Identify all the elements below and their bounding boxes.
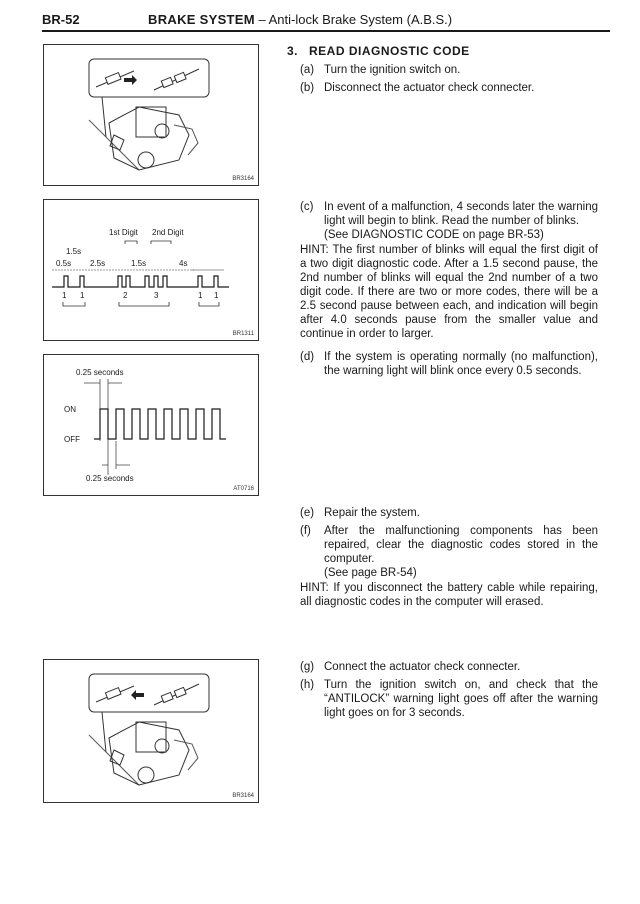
label-top-025s: 0.25 seconds xyxy=(76,368,124,377)
step-label: (f) xyxy=(300,525,311,537)
count-1d: 1 xyxy=(214,291,219,300)
page-header-title xyxy=(148,12,452,27)
page-number: BR-52 xyxy=(42,12,80,27)
arrow-left-icon xyxy=(131,690,144,700)
header-section: BRAKE SYSTEM xyxy=(148,12,255,27)
step-g xyxy=(300,660,598,674)
blink-code-diagram xyxy=(44,200,258,340)
step-text: After the malfunctioning components has been repaired, clear the diagnostic codes stored in the computer. xyxy=(324,525,598,565)
section-heading xyxy=(287,44,470,58)
normal-blink-diagram xyxy=(44,355,258,495)
label-off: OFF xyxy=(64,435,80,444)
header-subsection: – Anti-lock Brake System (A.B.S.) xyxy=(254,12,453,27)
step-h xyxy=(300,678,598,720)
engine-connector-illustration xyxy=(44,45,258,185)
label-4s: 4s xyxy=(179,259,188,268)
step-a xyxy=(300,63,598,77)
step-label: (b) xyxy=(300,82,315,94)
label-2nd-digit: 2nd Digit xyxy=(152,228,184,237)
step-d xyxy=(300,350,598,378)
label-0-5s: 0.5s xyxy=(56,259,72,268)
step-text: Turn the ignition switch on. xyxy=(324,64,461,76)
figure-normal-blink xyxy=(43,354,259,496)
step-e xyxy=(300,506,598,520)
step-text: If the system is operating normally (no malfunction), the warning light will blink once every 0.5 seconds. xyxy=(324,351,598,377)
count-1a: 1 xyxy=(62,291,67,300)
count-1c: 1 xyxy=(198,291,203,300)
step-c xyxy=(300,200,598,242)
section-title: READ DIAGNOSTIC CODE xyxy=(309,44,470,58)
figure-disconnect-connector xyxy=(43,44,259,186)
figure-blink-code-pattern xyxy=(43,199,259,341)
figure-code: BR1311 xyxy=(232,331,254,337)
page-reference: (See page BR-54) xyxy=(324,567,417,579)
label-1-5s-top: 1.5s xyxy=(66,247,82,256)
figure-code: BR3164 xyxy=(232,176,254,182)
label-on: ON xyxy=(64,405,76,414)
step-text: Connect the actuator check connecter. xyxy=(324,661,521,673)
step-label: (c) xyxy=(300,201,314,213)
hint-battery-cable: HINT: If you disconnect the battery cable while repairing, all diagnostic codes in the computer will erased. xyxy=(300,582,598,608)
step-f xyxy=(300,524,598,580)
page-reference: (See DIAGNOSTIC CODE on page BR-53) xyxy=(324,229,544,241)
label-1st-digit: 1st Digit xyxy=(109,228,138,237)
step-text: Turn the ignition switch on, and check that the “ANTILOCK” warning light goes off after the warning light goes on for 3 seconds. xyxy=(324,679,598,719)
count-1b: 1 xyxy=(80,291,85,300)
label-1-5s: 1.5s xyxy=(131,259,147,268)
step-label: (a) xyxy=(300,64,315,76)
step-label: (h) xyxy=(300,679,315,691)
figure-code: BR3164 xyxy=(232,793,254,799)
engine-connector-illustration xyxy=(44,660,258,802)
label-bottom-025s: 0.25 seconds xyxy=(86,474,134,483)
arrow-right-icon xyxy=(124,75,137,85)
hint-diagnostic-code: HINT: The first number of blinks will equal the first digit of a two digit diagnostic code. After a 1.5 second pause, the 2nd number of blinks will equal the 2nd number of a two digit code. If there are two or more codes, there will be a 2.5 second pause between each, and indication will begin after 4.0 seconds pause from the smaller value and continue in order to larger. xyxy=(300,244,598,340)
header-rule xyxy=(42,30,610,32)
figure-connect-connector xyxy=(43,659,259,803)
step-text: Disconnect the actuator check connecter. xyxy=(324,82,535,94)
figure-code: AT0716 xyxy=(233,486,254,492)
step-text: In event of a malfunction, 4 seconds later the warning light will begin to blink. Read the number of blinks. xyxy=(324,201,598,227)
count-3: 3 xyxy=(154,291,159,300)
step-b xyxy=(300,81,598,95)
label-2-5s: 2.5s xyxy=(90,259,106,268)
step-text: Repair the system. xyxy=(324,507,420,519)
step-label: (e) xyxy=(300,507,315,519)
step-label: (d) xyxy=(300,351,315,363)
count-2: 2 xyxy=(123,291,128,300)
section-number: 3. xyxy=(287,44,299,58)
step-label: (g) xyxy=(300,661,315,673)
